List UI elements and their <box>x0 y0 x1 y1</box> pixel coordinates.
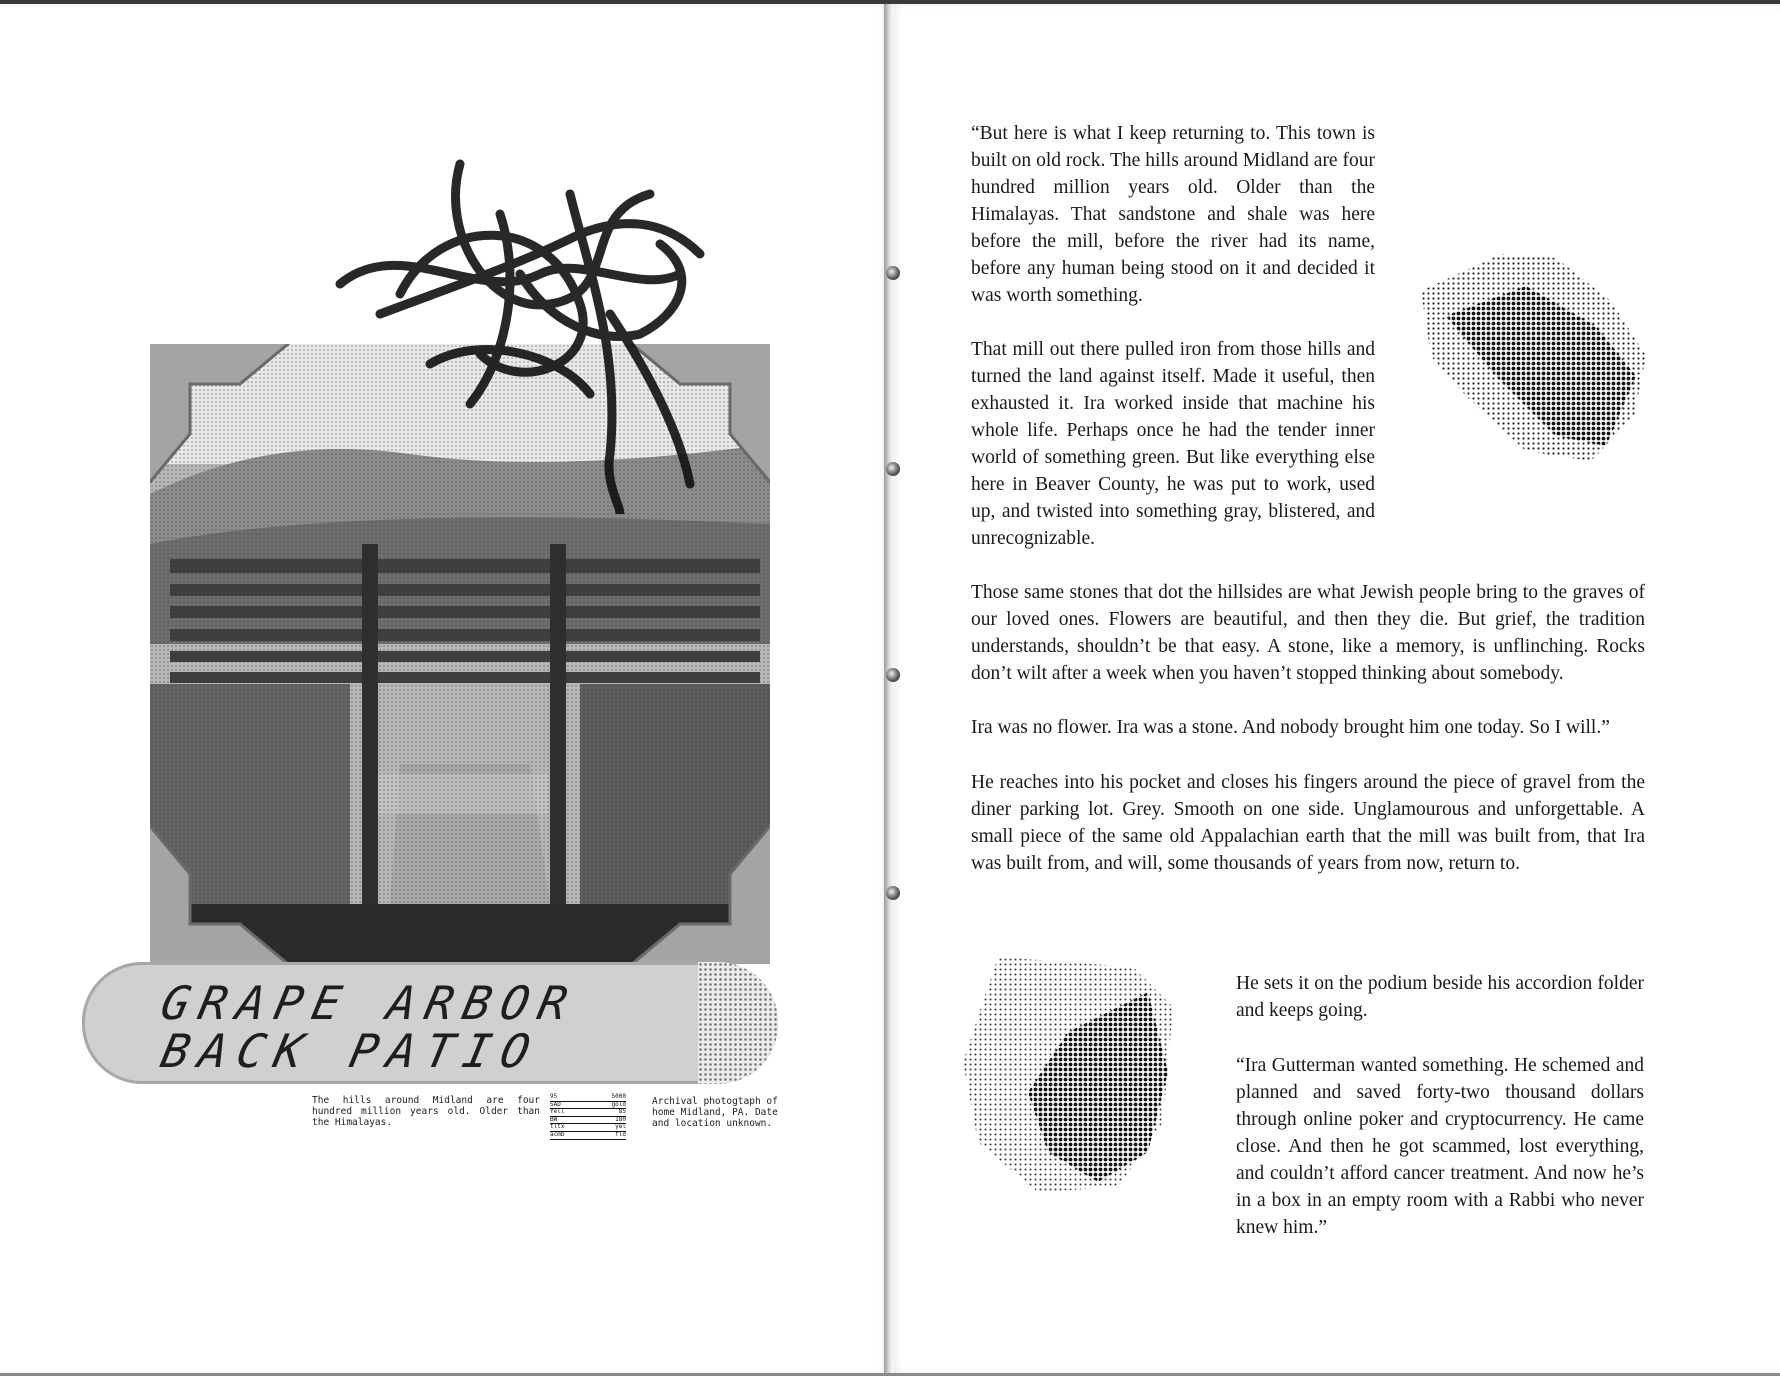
left-page <box>0 4 888 1373</box>
paragraph-5: He reaches into his pocket and closes his fingers around the piece of gravel from the diner parking lot. Grey. Smooth on one side. Unglamourous and unforgettable. A small piece of the same old Appalachian earth that the mill was built from, that Ira was built from, and will, some thousands of years from now, return to. <box>971 772 1645 874</box>
paragraph-3: Those same stones that dot the hillsides are what Jewish people bring to the graves of our loved ones. Flowers are beautiful, and then they die. But grief, the tradition understands, shouldn’t be that easy. A stone, like a memory, is unflinching. Rocks don’t wilt after a week when you haven’t stopped thinking about somebody. <box>971 582 1645 684</box>
swatch-row: 95 5000 <box>550 1093 626 1100</box>
binding-hole <box>886 886 900 900</box>
paragraph-4: Ira was no flower. Ira was a stone. And nobody brought him one today. So I will.” <box>971 717 1610 738</box>
binding-hole <box>886 462 900 476</box>
swatch-row: BW 180 <box>550 1115 626 1123</box>
rock-image-bottom <box>958 952 1188 1202</box>
color-swatch-table <box>550 1094 626 1140</box>
rock-image-top <box>1406 246 1656 486</box>
binding-hole <box>886 668 900 682</box>
paragraph-6: He sets it on the podium beside his accordion folder and keeps going. <box>1236 973 1644 1021</box>
binding-hole <box>886 266 900 280</box>
paragraph-1: “But here is what I keep returning to. This town is built on old rock. The hills around Midland are four hundred million years old. Older than the Himalayas. That sandstone and shale was here before the mill, before the river had its name, before any human being stood on it and decided it was worth something. <box>971 123 1375 306</box>
swatch-row: Yell 85 <box>550 1108 626 1116</box>
book-gutter <box>884 4 894 1373</box>
handwritten-label-line1: GRAPE ARBOR <box>156 976 583 1030</box>
swatch-row: acmb fld <box>550 1130 626 1138</box>
photo-caption-plate <box>82 962 778 1084</box>
swatch-row: SAD gold <box>550 1100 626 1108</box>
right-page <box>888 4 1780 1373</box>
halftone-end <box>698 962 778 1084</box>
caption-archival: Archival photogtaph of home Midland, PA. Date and location unknown. <box>652 1096 778 1129</box>
paragraph-7: “Ira Gutterman wanted something. He schemed and planned and saved forty-two thousand dollars through online poker and cryptocurrency. He came close. And then he got scammed, lost everything, and couldn’t afford cancer treatment. And now he’s in a box in an empty room with a Rabbi who never knew him.” <box>1236 1055 1644 1238</box>
ink-scribble <box>320 154 740 514</box>
swatch-row: tltx yel <box>550 1123 626 1131</box>
caption-hills: The hills around Midland are four hundred million years old. Older than the Himalayas. <box>312 1095 540 1128</box>
paragraph-2: That mill out there pulled iron from those hills and turned the land against itself. Made it useful, then exhausted it. Ira worked inside that machine his whole life. Perhaps once he had the tender inner world of something green. But like everything else here in Beaver County, he was put to work, used up, and twisted into something gray, blistered, and unrecognizable. <box>971 339 1375 549</box>
handwritten-label-line2: BACK PATIO <box>156 1024 545 1078</box>
